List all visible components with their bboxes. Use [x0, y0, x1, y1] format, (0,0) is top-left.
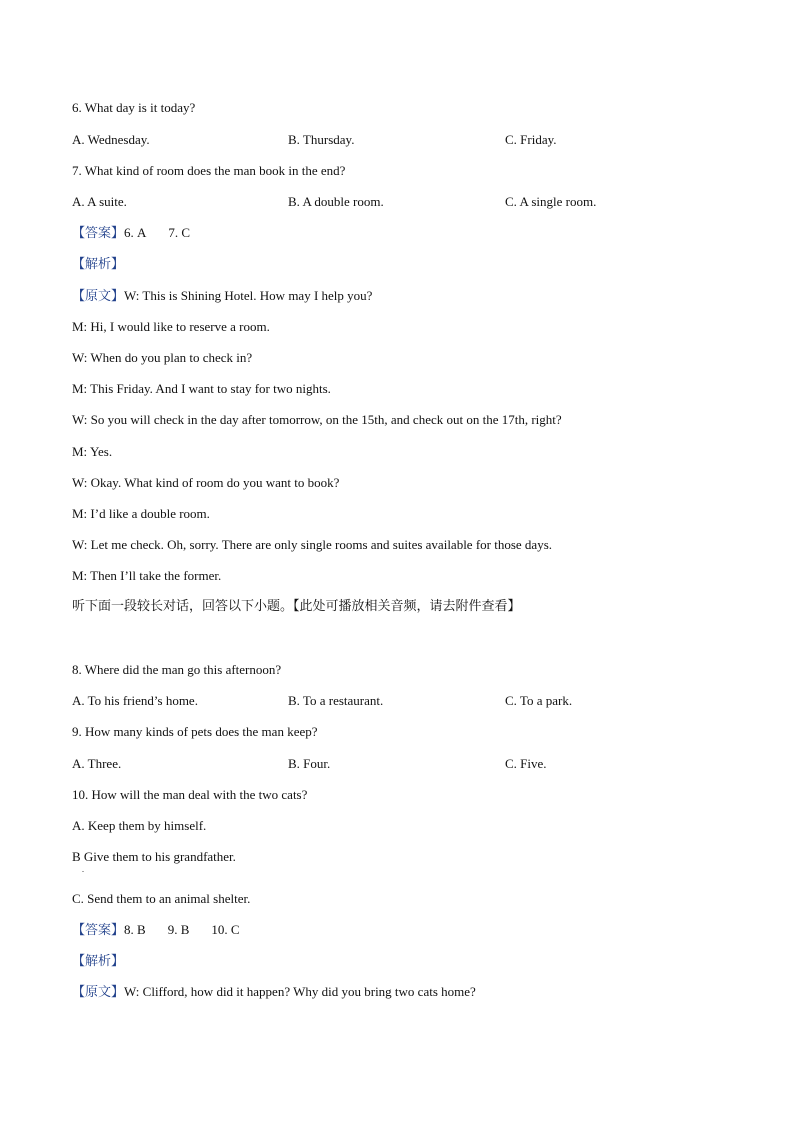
analysis-label: 【解析】: [72, 257, 125, 272]
q10-option-a: A. Keep them by himself.: [72, 818, 207, 833]
transcript-line: W: Let me check. Oh, sorry. There are only single rooms and suites available for those days.: [72, 537, 553, 552]
transcript-line: W: Okay. What kind of room do you want to book?: [72, 475, 340, 490]
transcript-line: M: Yes.: [72, 444, 113, 459]
transcript-line: M: This Friday. And I want to stay for two nights.: [72, 381, 331, 396]
question-9: 9. How many kinds of pets does the man keep?: [72, 724, 318, 739]
question-6: 6. What day is it today?: [72, 100, 196, 115]
answer-item: 7. C: [168, 225, 191, 240]
q7-option-b: B. A double room.: [288, 194, 384, 209]
answer-item: 9. B: [167, 922, 190, 937]
q10-option-b: B Give them to his grandfather.: [72, 849, 236, 864]
q6-option-a: A. Wednesday.: [72, 132, 150, 147]
q8-option-a: A. To his friend’s home.: [72, 693, 198, 708]
answer-block-2: [72, 922, 240, 939]
transcript-text: W: This is Shining Hotel. How may I help you?: [124, 288, 373, 303]
answer-item: 8. B: [124, 922, 146, 937]
q8-option-c: C. To a park.: [505, 693, 573, 708]
analysis-label: 【解析】: [72, 954, 125, 969]
answer-block-1: [72, 225, 190, 242]
question-10: 10. How will the man deal with the two cats?: [72, 787, 308, 802]
q6-option-c: C. Friday.: [505, 132, 557, 147]
answer-item: 10. C: [211, 922, 240, 937]
transcript-line: W: So you will check in the day after tomorrow, on the 15th, and check out on the 17th, right?: [72, 412, 562, 427]
transcript-label: 【原文】: [72, 985, 125, 1000]
q9-option-b: B. Four.: [288, 756, 331, 771]
stray-dot: .: [82, 865, 84, 874]
answer-label: 【答案】: [72, 226, 125, 241]
q6-option-b: B. Thursday.: [288, 132, 355, 147]
q10-option-c: C. Send them to an animal shelter.: [72, 891, 251, 906]
q8-option-b: B. To a restaurant.: [288, 693, 384, 708]
transcript-line: [72, 984, 476, 1001]
answer-label: 【答案】: [72, 923, 125, 938]
answer-item: 6. A: [124, 225, 147, 240]
transcript-line: W: When do you plan to check in?: [72, 350, 253, 365]
q9-option-c: C. Five.: [505, 756, 547, 771]
analysis-block-2: [72, 953, 124, 970]
q7-option-a: A. A suite.: [72, 194, 127, 209]
question-8: 8. Where did the man go this afternoon?: [72, 662, 282, 677]
analysis-block-1: [72, 256, 124, 273]
transcript-label: 【原文】: [72, 289, 125, 304]
transcript-line: M: I’d like a double room.: [72, 506, 210, 521]
transcript-line: [72, 288, 372, 305]
listening-instruction: 听下面一段较长对话，回答以下小题。【此处可播放相关音频，请去附件查看】: [72, 599, 521, 614]
q9-option-a: A. Three.: [72, 756, 122, 771]
transcript-line: M: Hi, I would like to reserve a room.: [72, 319, 270, 334]
question-7: 7. What kind of room does the man book in the end?: [72, 163, 346, 178]
q7-option-c: C. A single room.: [505, 194, 597, 209]
transcript-line: M: Then I’ll take the former.: [72, 568, 222, 583]
transcript-text: W: Clifford, how did it happen? Why did you bring two cats home?: [124, 984, 476, 999]
